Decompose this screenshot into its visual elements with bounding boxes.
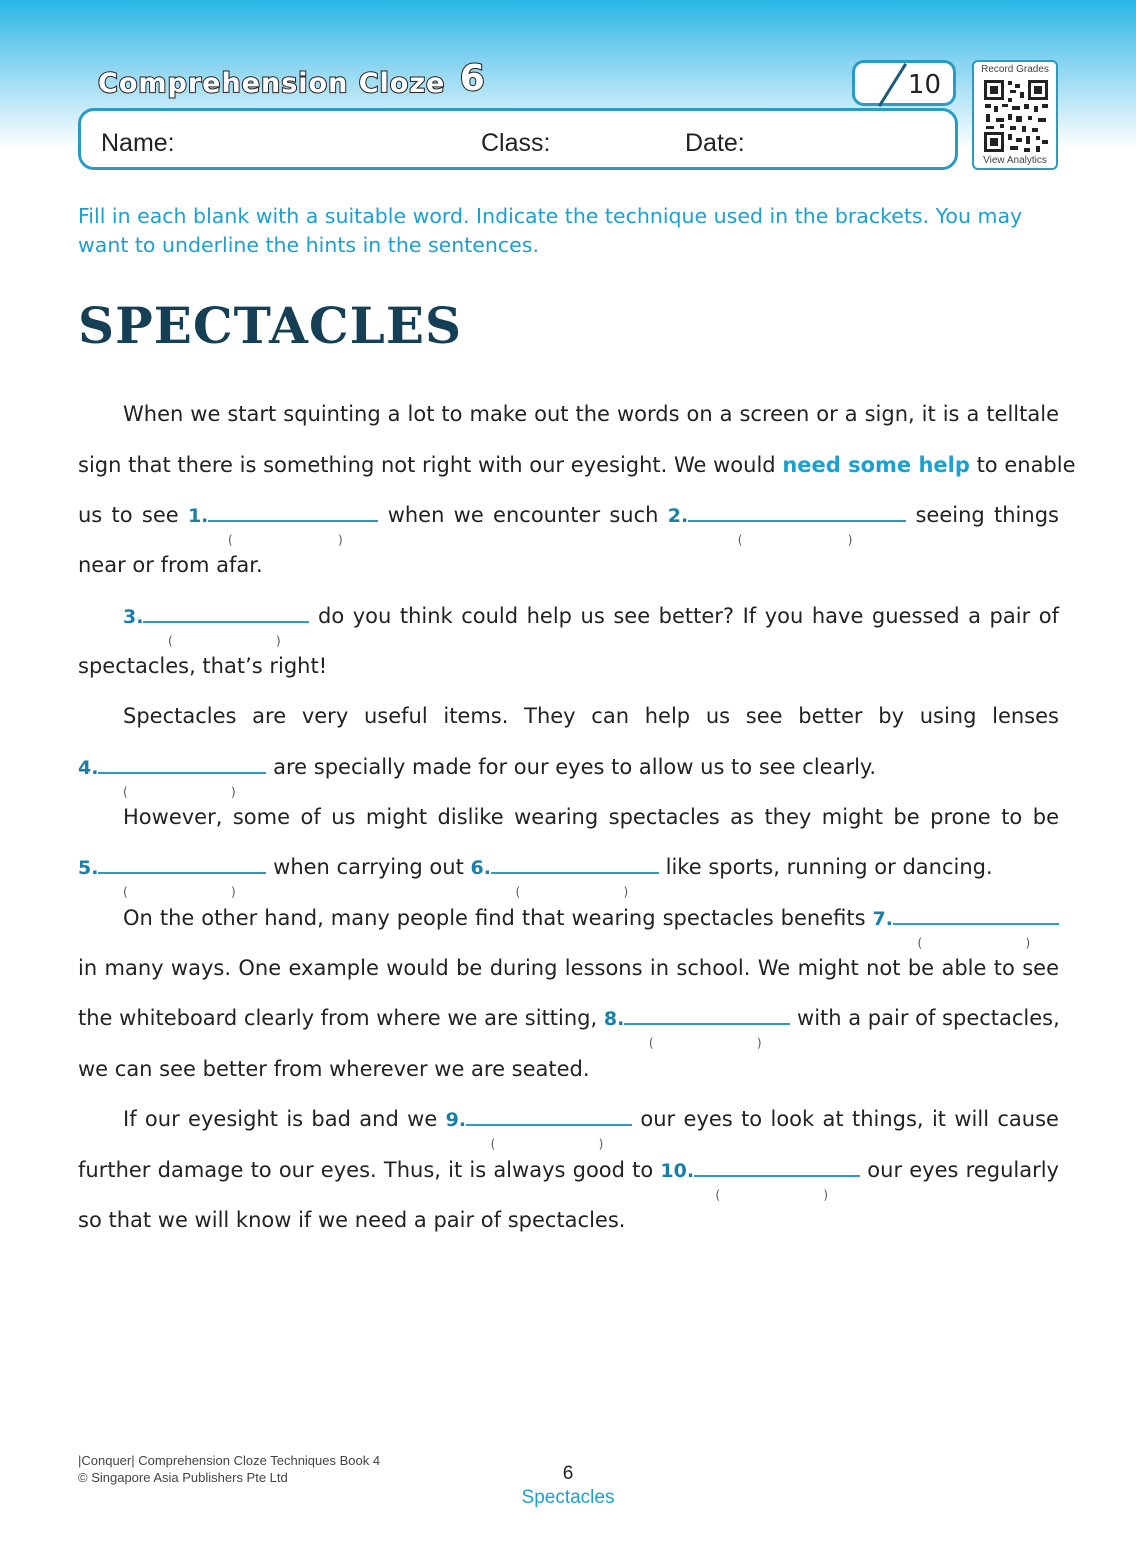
qr-code-icon[interactable] (982, 78, 1050, 154)
passage-line: Spectacles are very useful items. They can help us see better by using lenses (123, 704, 1059, 728)
score-total: 10 (907, 70, 941, 100)
passage-line (123, 598, 1059, 648)
book-title: |Conquer| Comprehension Cloze Techniques Book 4 (78, 1453, 381, 1468)
bracket-open: ( (123, 785, 128, 799)
blank-line[interactable] (694, 1155, 860, 1177)
blank-number: 3. (123, 606, 144, 628)
passage-line (123, 900, 1059, 950)
blank-number: 1. (187, 505, 209, 527)
bracket-close: ) (623, 885, 629, 899)
passage-line: in many ways. One example would be during lessons in school. We might not be able to see (78, 956, 1059, 980)
bracket-close: ) (276, 634, 281, 648)
blank-number: 10. (660, 1160, 695, 1182)
text: to enable (976, 453, 1076, 477)
blank-number: 7. (872, 908, 893, 930)
text: the whiteboard clearly from where we are sitting, (78, 1006, 598, 1030)
view-analytics-label: View Analytics (983, 155, 1047, 166)
passage-line (78, 1152, 1059, 1202)
text: our eyes regularly (867, 1158, 1059, 1182)
bracket-open: ( (490, 1137, 496, 1151)
blank-number: 2. (667, 505, 689, 527)
worksheet-title-text: Comprehension Cloze (98, 68, 446, 99)
section-name: Spectacles (521, 1487, 615, 1508)
text: On the other hand, many people find that wearing spectacles benefits (123, 906, 866, 930)
blank-5[interactable] (78, 849, 266, 899)
blank-number: 8. (603, 1008, 625, 1030)
blank-line[interactable] (688, 500, 906, 522)
bracket-close: ) (823, 1188, 829, 1202)
copyright: © Singapore Asia Publishers Pte Ltd (78, 1470, 288, 1485)
blank-9[interactable] (445, 1101, 632, 1151)
blank-line[interactable] (98, 752, 266, 774)
passage-line (78, 497, 1059, 547)
record-grades-label: Record Grades (981, 64, 1049, 75)
passage-line: When we start squinting a lot to make out the words on a screen or a sign, it is a telltale (123, 402, 1059, 426)
text: sign that there is something not right with our eyesight. We would (78, 453, 776, 477)
passage-line (78, 849, 993, 899)
text: like sports, running or dancing. (665, 855, 993, 879)
passage-line (78, 749, 877, 799)
bracket-close: ) (337, 533, 343, 547)
blank-2[interactable] (667, 497, 906, 547)
worksheet-number: 6 (459, 58, 486, 99)
passage-line: so that we will know if we need a pair of spectacles. (78, 1208, 626, 1232)
passage-line: we can see better from wherever we are seated. (78, 1057, 590, 1081)
blank-line[interactable] (466, 1104, 632, 1126)
name-label: Name: (101, 129, 175, 157)
blank-line[interactable] (98, 852, 266, 874)
blank-6[interactable] (470, 849, 659, 899)
text: when we encounter such (387, 503, 659, 527)
blank-line[interactable] (624, 1003, 790, 1025)
blank-3[interactable] (123, 598, 309, 648)
date-label: Date: (685, 129, 745, 157)
text: when carrying out (273, 855, 464, 879)
blank-1[interactable] (187, 497, 378, 547)
passage-line (123, 1101, 1059, 1151)
text: further damage to our eyes. Thus, it is always good to (78, 1158, 654, 1182)
passage-line: near or from afar. (78, 553, 263, 577)
passage-line (78, 447, 1076, 483)
bracket-close: ) (756, 1036, 762, 1050)
text: our eyes to look at things, it will cause (640, 1107, 1059, 1131)
bracket-close: ) (847, 533, 853, 547)
bracket-open: ( (715, 1188, 721, 1202)
text: seeing things (915, 503, 1059, 527)
passage-title: SPECTACLES (78, 296, 463, 355)
blank-10[interactable] (660, 1152, 860, 1202)
instructions: Fill in each blank with a suitable word. Indicate the technique used in the brackets. You may want to underline the hints in the sentences. (78, 204, 1023, 257)
text: If our eyesight is bad and we (123, 1107, 438, 1131)
bracket-open: ( (168, 634, 173, 648)
student-info-box (78, 108, 958, 170)
bracket-open: ( (515, 885, 521, 899)
page-number: 6 (562, 1463, 574, 1484)
text: us to see (78, 503, 179, 527)
blank-7[interactable] (872, 900, 1059, 950)
blank-number: 4. (78, 757, 99, 779)
bracket-close: ) (231, 885, 236, 899)
blank-line[interactable] (893, 903, 1059, 925)
blank-4[interactable] (78, 749, 266, 799)
bracket-open: ( (123, 885, 128, 899)
blank-number: 5. (78, 857, 99, 879)
bracket-close: ) (231, 785, 236, 799)
blank-8[interactable] (603, 1000, 790, 1050)
score-box[interactable] (852, 60, 956, 106)
blank-number: 9. (445, 1109, 467, 1131)
text: do you think could help us see better? If you have guessed a pair of (318, 604, 1059, 628)
score-divider (878, 63, 907, 107)
bracket-close: ) (598, 1137, 604, 1151)
text: with a pair of spectacles, (797, 1006, 1060, 1030)
worksheet-title (98, 60, 486, 101)
bracket-open: ( (648, 1036, 654, 1050)
blank-line[interactable] (491, 852, 659, 874)
blank-line[interactable] (143, 601, 309, 623)
hint-highlight: need some help (782, 453, 970, 477)
passage-line (78, 1000, 1060, 1050)
qr-code-panel[interactable] (972, 60, 1058, 170)
bracket-open: ( (917, 936, 923, 950)
passage-line: spectacles, that’s right! (78, 654, 328, 678)
class-label: Class: (481, 129, 551, 157)
bracket-open: ( (737, 533, 743, 547)
passage-line: However, some of us might dislike wearing spectacles as they might be prone to be (123, 805, 1059, 829)
bracket-close: ) (1025, 936, 1031, 950)
bracket-open: ( (227, 533, 233, 547)
blank-line[interactable] (208, 500, 378, 522)
text: are specially made for our eyes to allow us to see clearly. (273, 755, 877, 779)
blank-number: 6. (470, 857, 491, 879)
